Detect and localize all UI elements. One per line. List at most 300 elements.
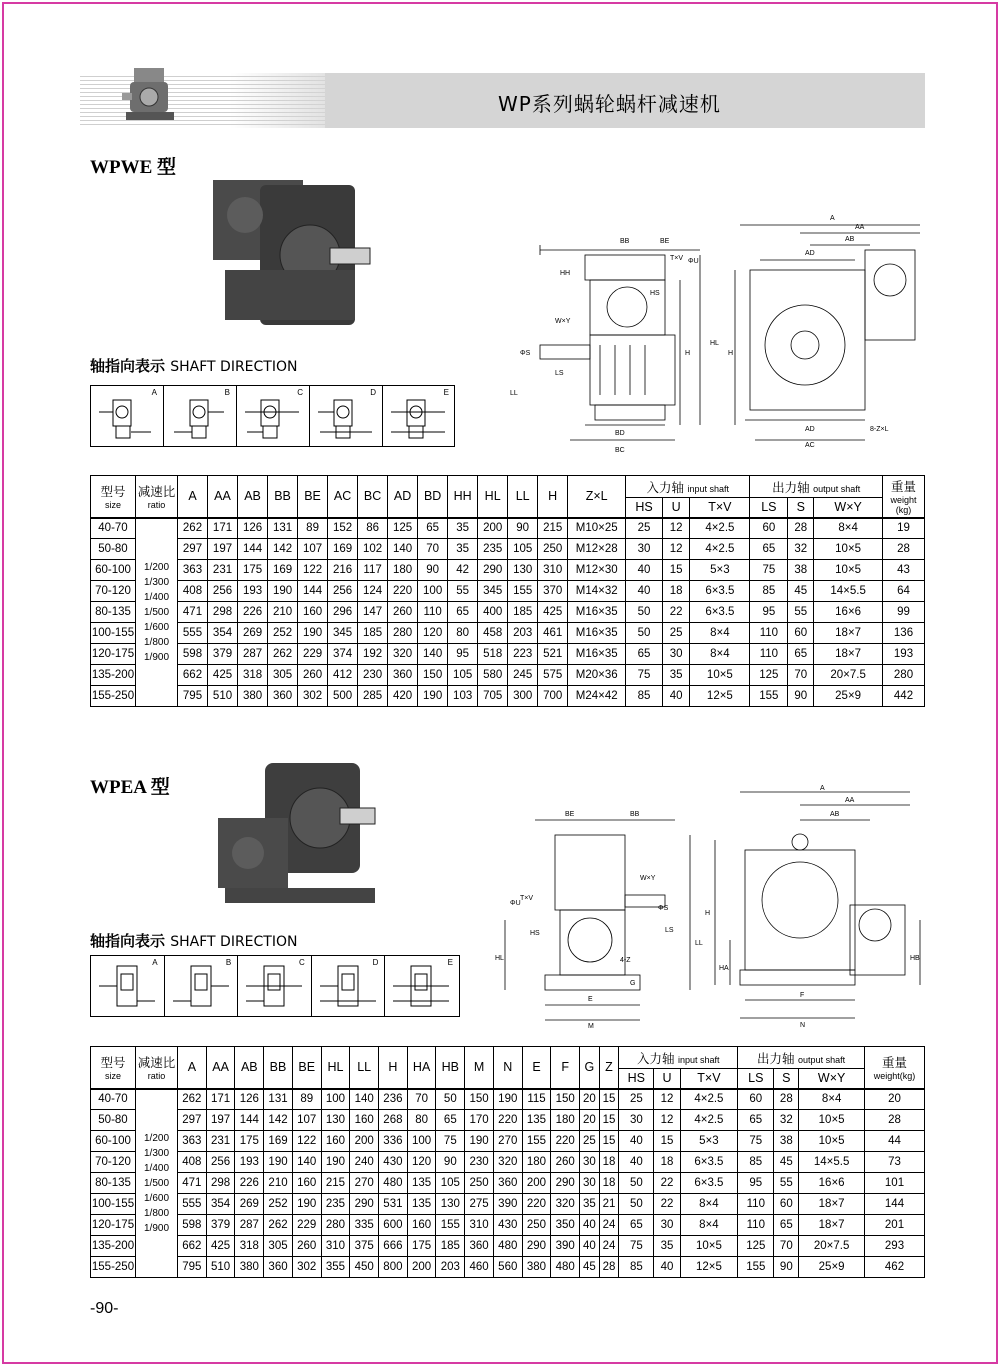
table-cell: 25: [580, 1131, 600, 1152]
table-cell: 90: [788, 686, 814, 707]
table-cell: 135: [407, 1173, 436, 1194]
table-cell: 210: [264, 1173, 293, 1194]
table-cell: 65: [418, 518, 448, 539]
col-header: M: [465, 1047, 494, 1089]
direction-diagram-b: B: [165, 956, 239, 1016]
table-cell: 336: [379, 1131, 408, 1152]
table-cell: 320: [551, 1194, 580, 1215]
table-cell: 160: [298, 602, 328, 623]
table-cell: 250: [465, 1173, 494, 1194]
table-cell: 10×5: [799, 1131, 865, 1152]
wpea-table-body: [91, 1089, 925, 1278]
table-cell: 86: [358, 518, 388, 539]
wpwe-spec-table: [90, 475, 925, 707]
table-cell: 190: [321, 1152, 350, 1173]
col-header: HL: [478, 476, 508, 518]
size-header: 型号 size: [91, 1047, 136, 1089]
table-row: [91, 623, 925, 644]
table-cell: 155: [738, 1257, 774, 1278]
table-cell: 30: [654, 1215, 680, 1236]
table-cell: 65: [750, 539, 788, 560]
col-header: AB: [238, 476, 268, 518]
table-cell: 480: [551, 1257, 580, 1278]
table-cell: 95: [738, 1173, 774, 1194]
table-row: [91, 1236, 925, 1257]
table-cell: 28: [865, 1110, 925, 1131]
table-cell: 125: [738, 1236, 774, 1257]
table-cell: 40: [580, 1236, 600, 1257]
table-cell: 460: [465, 1257, 494, 1278]
table-cell: 245: [508, 665, 538, 686]
size-cell: 155-250: [91, 686, 136, 707]
col-header: Z: [599, 1047, 619, 1089]
size-cell: 120-175: [91, 644, 136, 665]
table-cell: 75: [619, 1236, 654, 1257]
table-cell: 35: [662, 665, 690, 686]
table-cell: 318: [235, 1236, 264, 1257]
table-cell: 15: [662, 560, 690, 581]
table-cell: 12: [662, 518, 690, 539]
table-cell: 8×4: [680, 1215, 737, 1236]
table-cell: 38: [788, 560, 814, 581]
table-cell: 18×7: [799, 1194, 865, 1215]
ratio-header: 减速比 ratio: [136, 1047, 178, 1089]
table-cell: M14×32: [568, 581, 626, 602]
table-cell: 30: [626, 539, 663, 560]
table-cell: 120: [418, 623, 448, 644]
table-cell: 20×7.5: [814, 665, 883, 686]
table-cell: 275: [465, 1194, 494, 1215]
table-cell: 95: [750, 602, 788, 623]
svg-text:ΦU: ΦU: [510, 900, 521, 907]
table-cell: 150: [465, 1089, 494, 1110]
table-row: [91, 581, 925, 602]
table-cell: 22: [654, 1173, 680, 1194]
table-cell: 190: [292, 1194, 321, 1215]
output-shaft-header: 出力轴 output shaft: [738, 1047, 865, 1069]
table-cell: 30: [662, 644, 690, 665]
table-cell: 38: [774, 1131, 799, 1152]
table-cell: 89: [292, 1089, 321, 1110]
col-header: T×V: [680, 1069, 737, 1089]
table-cell: 412: [328, 665, 358, 686]
table-cell: 80: [448, 623, 478, 644]
table-cell: 235: [321, 1194, 350, 1215]
svg-text:HB: HB: [910, 955, 920, 962]
table-cell: 6×3.5: [690, 581, 750, 602]
table-cell: 262: [178, 518, 208, 539]
table-cell: 30: [619, 1110, 654, 1131]
table-cell: 318: [238, 665, 268, 686]
table-cell: 500: [328, 686, 358, 707]
table-cell: 256: [328, 581, 358, 602]
table-cell: 4×2.5: [680, 1110, 737, 1131]
table-cell: 10×5: [680, 1236, 737, 1257]
table-cell: 216: [328, 560, 358, 581]
table-cell: 298: [206, 1173, 235, 1194]
table-row: [91, 1131, 925, 1152]
table-cell: 185: [358, 623, 388, 644]
svg-text:BB: BB: [630, 811, 640, 818]
table-cell: 175: [238, 560, 268, 581]
svg-text:A: A: [820, 785, 825, 792]
table-cell: 795: [178, 686, 208, 707]
table-cell: 40: [580, 1215, 600, 1236]
size-cell: 40-70: [91, 1089, 136, 1110]
table-cell: 408: [178, 1152, 207, 1173]
table-cell: 32: [774, 1110, 799, 1131]
table-cell: 320: [493, 1152, 522, 1173]
table-cell: 32: [788, 539, 814, 560]
table-cell: 65: [626, 644, 663, 665]
table-cell: 190: [298, 623, 328, 644]
table-cell: 290: [522, 1236, 551, 1257]
table-cell: 4×2.5: [690, 518, 750, 539]
table-cell: 203: [508, 623, 538, 644]
table-cell: 280: [883, 665, 925, 686]
table-cell: 200: [407, 1257, 436, 1278]
size-cell: 80-135: [91, 602, 136, 623]
table-cell: 363: [178, 1131, 207, 1152]
table-cell: 190: [465, 1131, 494, 1152]
table-cell: 50: [626, 602, 663, 623]
col-header: T×V: [690, 498, 750, 518]
table-cell: 252: [268, 623, 298, 644]
table-cell: 90: [774, 1257, 799, 1278]
table-cell: 65: [738, 1110, 774, 1131]
table-cell: 185: [508, 602, 538, 623]
table-cell: 140: [350, 1089, 379, 1110]
col-header: F: [551, 1047, 580, 1089]
table-cell: 345: [478, 581, 508, 602]
table-cell: 50: [619, 1194, 654, 1215]
svg-text:HS: HS: [650, 290, 660, 297]
table-cell: 10×5: [799, 1110, 865, 1131]
table-cell: 43: [883, 560, 925, 581]
table-cell: 85: [738, 1152, 774, 1173]
ratio-header: 减速比 ratio: [136, 476, 178, 518]
table-row: [91, 1173, 925, 1194]
table-cell: 175: [235, 1131, 264, 1152]
table-cell: 6×3.5: [680, 1152, 737, 1173]
svg-text:LS: LS: [555, 370, 564, 377]
table-cell: 270: [350, 1173, 379, 1194]
table-cell: 210: [268, 602, 298, 623]
table-cell: 197: [206, 1110, 235, 1131]
table-cell: 201: [865, 1215, 925, 1236]
svg-text:BD: BD: [615, 430, 625, 437]
table-cell: 155: [508, 581, 538, 602]
table-cell: 175: [407, 1236, 436, 1257]
table-cell: 28: [774, 1089, 799, 1110]
table-cell: 8×4: [680, 1194, 737, 1215]
table-cell: 700: [538, 686, 568, 707]
table-cell: 185: [436, 1236, 465, 1257]
table-cell: 14×5.5: [814, 581, 883, 602]
table-cell: 12: [654, 1110, 680, 1131]
table-cell: 35: [448, 518, 478, 539]
table-cell: 25×9: [814, 686, 883, 707]
table-cell: 425: [206, 1236, 235, 1257]
table-cell: 521: [538, 644, 568, 665]
table-cell: 103: [448, 686, 478, 707]
table-cell: 297: [178, 1110, 207, 1131]
section-title-wpwe: WPWE 型: [90, 157, 177, 178]
table-cell: 192: [358, 644, 388, 665]
table-cell: 220: [388, 581, 418, 602]
input-shaft-header: 入力轴 input shaft: [619, 1047, 738, 1069]
table-cell: 262: [268, 644, 298, 665]
table-row: [91, 539, 925, 560]
svg-text:AD: AD: [805, 250, 815, 257]
table-cell: 110: [738, 1215, 774, 1236]
table-cell: 45: [774, 1152, 799, 1173]
col-header: AC: [328, 476, 358, 518]
table-cell: 430: [379, 1152, 408, 1173]
wpea-product-photo: [210, 758, 385, 918]
table-cell: 390: [551, 1236, 580, 1257]
table-cell: 250: [538, 539, 568, 560]
table-cell: 305: [268, 665, 298, 686]
table-cell: 40: [662, 686, 690, 707]
table-cell: 12: [662, 539, 690, 560]
table-cell: M10×25: [568, 518, 626, 539]
svg-text:E: E: [588, 996, 593, 1003]
table-cell: 379: [206, 1215, 235, 1236]
table-cell: 8×4: [690, 644, 750, 665]
table-row: [91, 1152, 925, 1173]
table-cell: 16×6: [814, 602, 883, 623]
table-cell: 560: [493, 1257, 522, 1278]
table-cell: 5×3: [680, 1131, 737, 1152]
table-cell: 480: [379, 1173, 408, 1194]
table-cell: 360: [493, 1173, 522, 1194]
table-cell: 152: [328, 518, 358, 539]
table-cell: 65: [788, 644, 814, 665]
table-cell: 55: [774, 1173, 799, 1194]
svg-text:BB: BB: [620, 238, 630, 245]
table-cell: 380: [235, 1257, 264, 1278]
table-cell: 260: [388, 602, 418, 623]
table-cell: 40: [626, 560, 663, 581]
svg-text:AB: AB: [845, 236, 855, 243]
table-cell: 19: [883, 518, 925, 539]
table-cell: 705: [478, 686, 508, 707]
table-cell: 142: [268, 539, 298, 560]
table-cell: 270: [493, 1131, 522, 1152]
table-cell: 180: [522, 1152, 551, 1173]
table-cell: 126: [238, 518, 268, 539]
table-cell: 230: [465, 1152, 494, 1173]
table-cell: 236: [379, 1089, 408, 1110]
col-header: HL: [321, 1047, 350, 1089]
table-cell: 73: [865, 1152, 925, 1173]
col-header: HH: [448, 476, 478, 518]
table-cell: 335: [350, 1215, 379, 1236]
table-cell: 190: [264, 1152, 293, 1173]
table-cell: 360: [264, 1257, 293, 1278]
table-cell: 662: [178, 1236, 207, 1257]
table-cell: 105: [436, 1173, 465, 1194]
table-cell: 160: [350, 1110, 379, 1131]
table-cell: 203: [436, 1257, 465, 1278]
table-cell: 30: [580, 1173, 600, 1194]
table-cell: 5×3: [690, 560, 750, 581]
table-cell: 18: [662, 581, 690, 602]
svg-text:HL: HL: [710, 340, 719, 347]
table-cell: 110: [750, 623, 788, 644]
col-header: AD: [388, 476, 418, 518]
table-cell: 666: [379, 1236, 408, 1257]
svg-text:ΦS: ΦS: [658, 905, 669, 912]
svg-text:ΦS: ΦS: [520, 350, 531, 357]
table-cell: 55: [448, 581, 478, 602]
table-cell: 320: [388, 644, 418, 665]
col-header: HB: [436, 1047, 465, 1089]
table-cell: 75: [436, 1131, 465, 1152]
table-cell: 65: [448, 602, 478, 623]
table-cell: 64: [883, 581, 925, 602]
table-cell: 575: [538, 665, 568, 686]
table-cell: 380: [522, 1257, 551, 1278]
table-cell: 555: [178, 1194, 207, 1215]
table-cell: 100: [418, 581, 448, 602]
svg-text:AB: AB: [830, 811, 840, 818]
table-cell: 70: [418, 539, 448, 560]
svg-text:LL: LL: [510, 390, 518, 397]
table-cell: 300: [508, 686, 538, 707]
col-header: U: [654, 1069, 680, 1089]
svg-text:M: M: [588, 1023, 594, 1030]
table-cell: 150: [551, 1089, 580, 1110]
table-cell: 90: [508, 518, 538, 539]
table-cell: 226: [235, 1173, 264, 1194]
table-cell: 95: [448, 644, 478, 665]
table-row: [91, 644, 925, 665]
col-header: HA: [407, 1047, 436, 1089]
size-cell: 135-200: [91, 1236, 136, 1257]
table-cell: 354: [206, 1194, 235, 1215]
table-cell: 50: [626, 623, 663, 644]
table-cell: 75: [750, 560, 788, 581]
table-cell: 662: [178, 665, 208, 686]
table-cell: 169: [268, 560, 298, 581]
table-cell: 124: [358, 581, 388, 602]
svg-text:G: G: [630, 980, 636, 987]
svg-text:W×Y: W×Y: [555, 318, 571, 325]
col-header: G: [580, 1047, 600, 1089]
table-cell: 117: [358, 560, 388, 581]
page-number: -90-: [90, 1300, 119, 1317]
col-header: BE: [292, 1047, 321, 1089]
table-cell: 287: [235, 1215, 264, 1236]
table-cell: 12×5: [680, 1257, 737, 1278]
ratio-cell: 1/200 1/300 1/400 1/500 1/600 1/800 1/900: [136, 1089, 178, 1278]
table-cell: 190: [418, 686, 448, 707]
svg-text:LS: LS: [665, 927, 674, 934]
table-cell: 136: [883, 623, 925, 644]
table-cell: 375: [350, 1236, 379, 1257]
output-shaft-header: 出力轴 output shaft: [750, 476, 883, 498]
table-cell: 70: [788, 665, 814, 686]
table-cell: 305: [264, 1236, 293, 1257]
table-cell: 190: [268, 581, 298, 602]
size-cell: 70-120: [91, 1152, 136, 1173]
svg-text:HL: HL: [495, 955, 504, 962]
table-cell: 262: [178, 1089, 207, 1110]
table-cell: 25: [626, 518, 663, 539]
table-cell: 25: [619, 1089, 654, 1110]
table-cell: 480: [493, 1236, 522, 1257]
direction-diagram-b: B: [164, 386, 237, 446]
table-cell: 18: [654, 1152, 680, 1173]
table-cell: 18×7: [799, 1215, 865, 1236]
table-cell: 220: [551, 1131, 580, 1152]
table-cell: 131: [268, 518, 298, 539]
table-cell: 260: [551, 1152, 580, 1173]
table-cell: 600: [379, 1215, 408, 1236]
table-cell: 130: [508, 560, 538, 581]
table-cell: 144: [238, 539, 268, 560]
direction-diagram-c: C: [238, 956, 312, 1016]
svg-text:H: H: [705, 910, 711, 917]
table-cell: 50: [436, 1089, 465, 1110]
table-cell: 28: [883, 539, 925, 560]
table-cell: 110: [750, 644, 788, 665]
table-row: [91, 665, 925, 686]
table-cell: 28: [599, 1257, 619, 1278]
table-cell: 193: [238, 581, 268, 602]
table-cell: 285: [358, 686, 388, 707]
svg-text:H: H: [728, 350, 734, 357]
table-cell: 40: [619, 1131, 654, 1152]
direction-diagram-a: A: [91, 956, 165, 1016]
table-cell: 140: [388, 539, 418, 560]
table-cell: 65: [774, 1215, 799, 1236]
wpea-dimension-drawing: [490, 780, 930, 1030]
table-cell: 390: [493, 1194, 522, 1215]
table-cell: 155: [436, 1215, 465, 1236]
table-cell: 126: [235, 1089, 264, 1110]
table-cell: 302: [298, 686, 328, 707]
table-cell: 240: [350, 1152, 379, 1173]
col-header: AA: [208, 476, 238, 518]
table-cell: 230: [358, 665, 388, 686]
table-cell: 531: [379, 1194, 408, 1215]
table-cell: 229: [298, 644, 328, 665]
table-cell: 144: [865, 1194, 925, 1215]
table-cell: 160: [321, 1131, 350, 1152]
table-cell: 110: [738, 1194, 774, 1215]
table-cell: 252: [264, 1194, 293, 1215]
direction-diagram-c: C: [237, 386, 310, 446]
table-cell: 220: [522, 1194, 551, 1215]
svg-text:AA: AA: [845, 797, 855, 804]
table-cell: 280: [321, 1215, 350, 1236]
table-cell: 235: [478, 539, 508, 560]
table-row: [91, 560, 925, 581]
table-cell: M16×35: [568, 644, 626, 665]
table-cell: 171: [206, 1089, 235, 1110]
table-cell: 42: [448, 560, 478, 581]
col-header: HS: [626, 498, 663, 518]
table-cell: 215: [321, 1173, 350, 1194]
size-cell: 60-100: [91, 560, 136, 581]
table-cell: 425: [208, 665, 238, 686]
table-cell: 231: [206, 1131, 235, 1152]
table-cell: 35: [580, 1194, 600, 1215]
table-cell: 220: [493, 1110, 522, 1131]
